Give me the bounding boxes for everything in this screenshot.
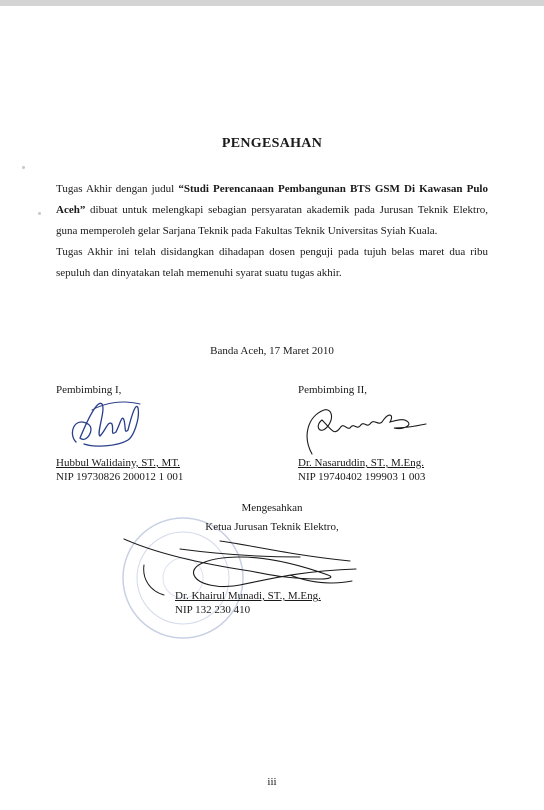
paragraph-thesis-info — [56, 179, 488, 242]
approval-text — [56, 179, 488, 284]
scan-speck — [38, 212, 41, 215]
department-head-name: Dr. Khairul Munadi, ST., M.Eng. — [175, 590, 321, 602]
paragraph-text: dibuat untuk melengkapi sebagian persyaratan akademik pada Jurusan Teknik Elektro, guna memperoleh gelar Sarjana Teknik pada Fakultas Teknik Universitas Syiah Kuala. — [56, 204, 488, 237]
supervisor2-nip: NIP 19740402 199903 1 003 — [298, 471, 426, 483]
paragraph-defense-info: Tugas Akhir ini telah disidangkan dihadapan dosen penguji pada tujuh belas maret dua ribu sepuluh dan dinyatakan telah memenuhi syarat suatu tugas akhir. — [56, 246, 488, 279]
supervisor1-name: Hubbul Walidainy, ST., MT. — [56, 457, 180, 469]
department-head-nip: NIP 132 230 410 — [175, 604, 251, 616]
department-head-position: Ketua Jurusan Teknik Elektro, — [205, 521, 339, 533]
paragraph-text: Tugas Akhir dengan judul — [56, 183, 179, 195]
supervisor1-label: Pembimbing I, — [56, 384, 122, 396]
page-number: iii — [267, 776, 277, 788]
supervisor1-nip: NIP 19730826 200012 1 001 — [56, 471, 184, 483]
supervisor2-signature — [298, 396, 428, 458]
supervisor2-label: Pembimbing II, — [298, 384, 368, 396]
scan-speck — [22, 166, 25, 169]
place-date: Banda Aceh, 17 Maret 2010 — [210, 345, 334, 357]
supervisor1-signature — [66, 394, 146, 456]
scan-top-edge — [0, 0, 544, 6]
approval-label: Mengesahkan — [241, 502, 303, 514]
page-title: PENGESAHAN — [221, 136, 323, 151]
thesis-title: “Studi Perencanaan Pembangunan BTS GSM Di Kawasan Pulo Aceh” — [56, 183, 488, 216]
supervisor2-name: Dr. Nasaruddin, ST., M.Eng. — [298, 457, 424, 469]
